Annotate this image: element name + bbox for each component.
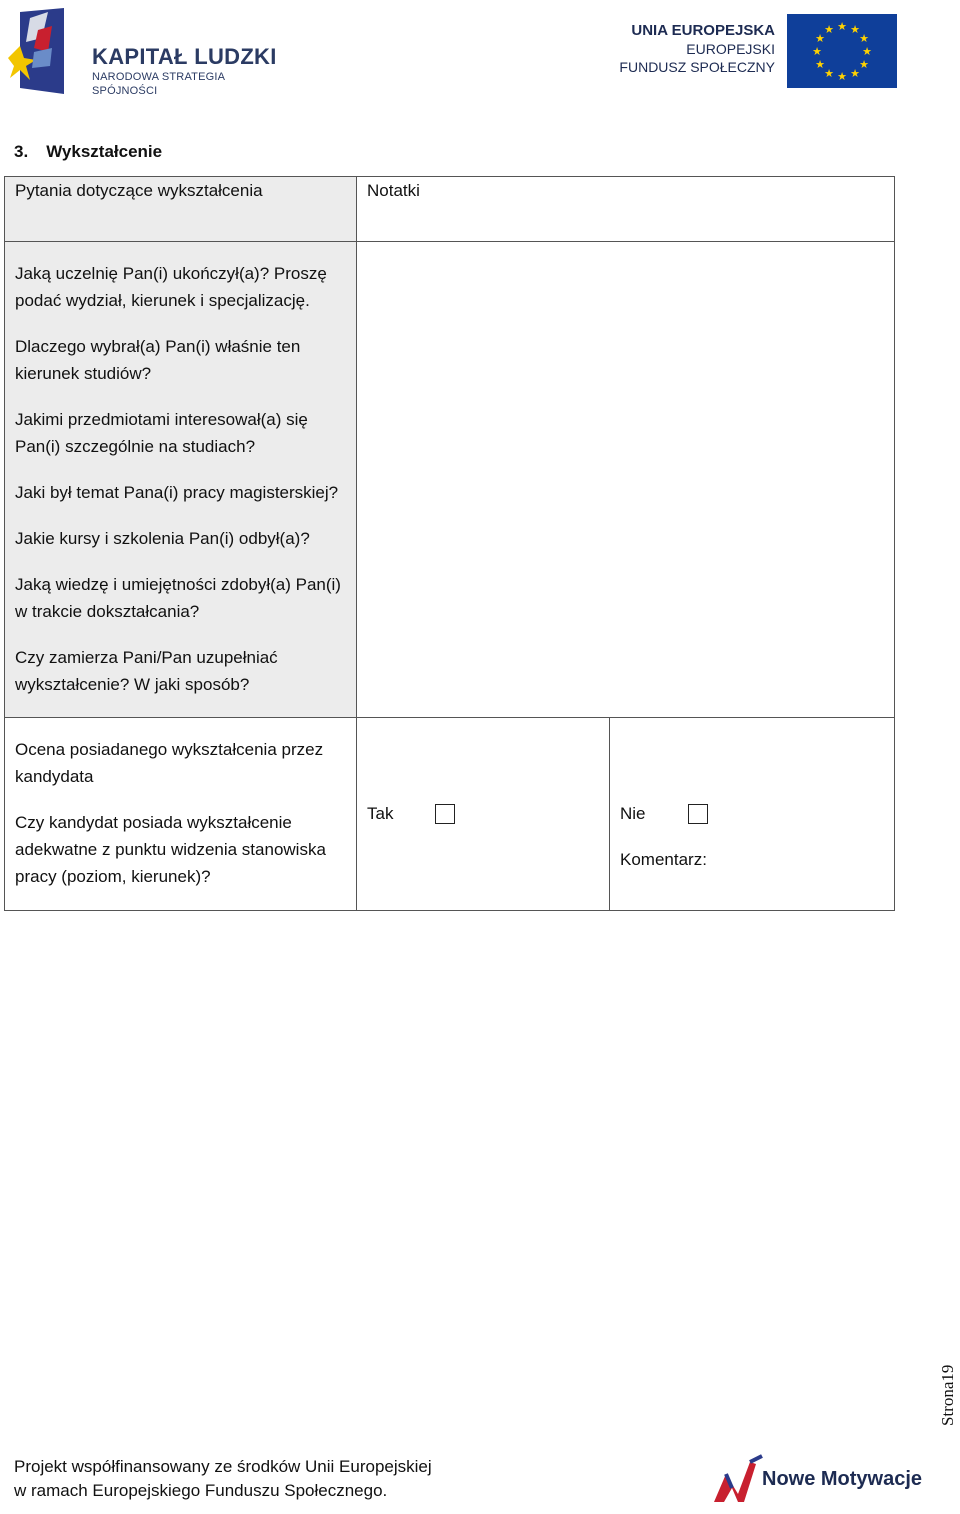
question-item: Jakie kursy i szkolenia Pan(i) odbył(a)? xyxy=(15,529,310,548)
section-number: 3. xyxy=(14,142,29,161)
svg-text:★: ★ xyxy=(837,20,847,33)
kapital-ludzki-title: KAPITAŁ LUDZKI xyxy=(92,44,277,69)
table-header-row xyxy=(5,177,895,242)
svg-text:★: ★ xyxy=(824,67,834,80)
question-item: Jaki był temat Pana(i) pracy magisterskiej? xyxy=(15,483,339,502)
svg-text:★: ★ xyxy=(859,58,869,71)
kapital-ludzki-emblem-icon xyxy=(8,8,78,98)
eu-fund-label xyxy=(619,22,775,76)
eu-line-3: FUNDUSZ SPOŁECZNY xyxy=(619,59,775,75)
svg-text:★: ★ xyxy=(824,23,834,36)
footer-note xyxy=(14,1455,432,1503)
nowe-motywacje-logo xyxy=(700,1444,932,1514)
kapital-ludzki-subtitle: NARODOWA STRATEGIA SPÓJNOŚCI xyxy=(92,71,225,97)
no-label: Nie xyxy=(620,804,646,823)
education-interview-table xyxy=(4,176,895,911)
comment-label: Komentarz: xyxy=(620,850,707,869)
questions-row xyxy=(5,242,895,718)
evaluation-question: Czy kandydat posiada wykształcenie adekwatne z punktu widzenia stanowiska pracy (poziom, kierunek)? xyxy=(15,813,326,886)
svg-text:★: ★ xyxy=(859,32,869,45)
question-item: Jakimi przedmiotami interesował(a) się Pan(i) szczególnie na studiach? xyxy=(15,410,308,456)
page-header xyxy=(0,0,960,110)
yes-option-cell xyxy=(357,718,610,911)
section-heading xyxy=(14,142,162,162)
eu-line-1: UNIA EUROPEJSKA xyxy=(631,22,775,39)
page-number xyxy=(938,1350,960,1430)
eu-flag-icon xyxy=(787,14,897,88)
eu-line-2: EUROPEJSKI xyxy=(686,41,775,57)
footer-line-1: Projekt współfinansowany ze środków Unii Europejskiej xyxy=(14,1457,432,1476)
notes-field[interactable] xyxy=(357,242,895,718)
question-item: Czy zamierza Pani/Pan uzupełniać wykształcenie? W jaki sposób? xyxy=(15,648,278,694)
yes-checkbox[interactable] xyxy=(435,804,455,824)
nowe-motywacje-emblem-icon xyxy=(710,1452,766,1508)
question-item: Jaką wiedzę i umiejętności zdobył(a) Pan(i) w trakcie dokształcania? xyxy=(15,575,341,621)
kapital-ludzki-logo xyxy=(8,8,278,100)
nowe-motywacje-text: Nowe Motywacje xyxy=(762,1468,923,1490)
evaluation-row xyxy=(5,718,895,911)
question-item: Dlaczego wybrał(a) Pan(i) właśnie ten kierunek studiów? xyxy=(15,337,301,383)
svg-text:★: ★ xyxy=(850,23,860,36)
svg-text:★: ★ xyxy=(850,67,860,80)
no-checkbox[interactable] xyxy=(688,804,708,824)
svg-text:★: ★ xyxy=(815,58,825,71)
question-item: Jaką uczelnię Pan(i) ukończył(a)? Proszę podać wydział, kierunek i specjalizację. xyxy=(15,264,327,310)
questions-list xyxy=(5,242,357,718)
svg-text:★: ★ xyxy=(837,70,847,83)
questions-column-header: Pytania dotyczące wykształcenia xyxy=(5,177,357,242)
footer-line-2: w ramach Europejskiego Funduszu Społecznego. xyxy=(14,1481,388,1500)
svg-text:★: ★ xyxy=(812,45,822,58)
section-title: Wykształcenie xyxy=(46,142,163,161)
yes-label: Tak xyxy=(367,804,394,823)
evaluation-cell xyxy=(5,718,357,911)
svg-text:★: ★ xyxy=(815,32,825,45)
no-option-cell xyxy=(610,718,895,911)
page-number-label: Strona19 xyxy=(938,1364,957,1426)
svg-text:★: ★ xyxy=(862,45,872,58)
evaluation-title: Ocena posiadanego wykształcenia przez kandydata xyxy=(15,740,324,786)
notes-column-header: Notatki xyxy=(357,177,895,242)
